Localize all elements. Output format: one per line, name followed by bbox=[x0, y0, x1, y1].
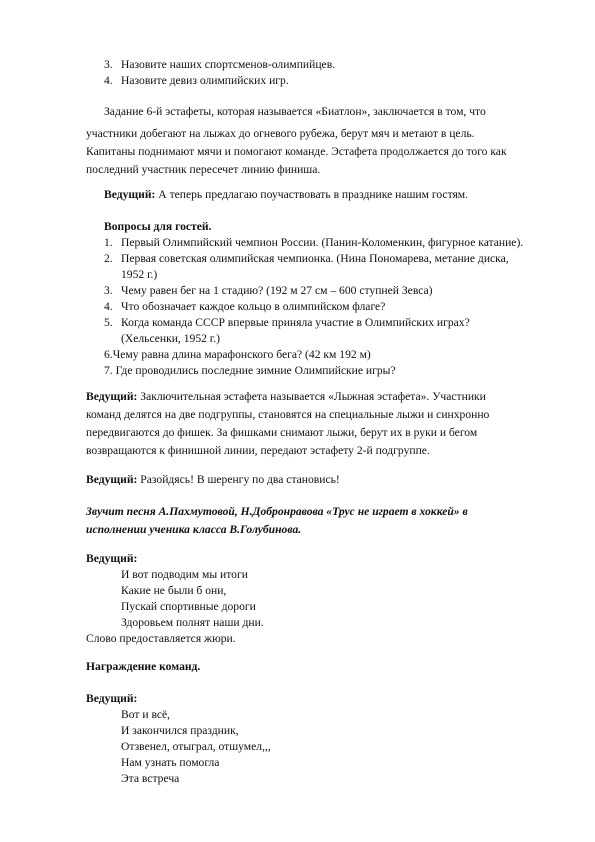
verse-line: Эта встреча bbox=[121, 772, 180, 785]
question-number: 5. bbox=[104, 316, 113, 329]
host-remark bbox=[86, 390, 486, 404]
paragraph-line: участники добегают на лыжах до огневого рубежа, берут мяч и метают в цель. bbox=[86, 127, 475, 140]
speaker-label: Ведущий: bbox=[86, 390, 138, 403]
question-number: 4. bbox=[104, 300, 113, 313]
speaker-label: Ведущий: bbox=[86, 552, 138, 565]
question-text: 7. Где проводились последние зимние Олимпийские игры? bbox=[104, 364, 396, 377]
remark-text: А теперь предлагаю поучаствовать в празднике нашим гостям. bbox=[155, 188, 469, 201]
paragraph-line: команд делятся на две подгруппы, становятся на специальные лыжи и синхронно bbox=[86, 408, 490, 421]
list-item-text: Назовите девиз олимпийских игр. bbox=[121, 74, 289, 87]
verse-line: Вот и всё, bbox=[121, 708, 171, 721]
paragraph-line: Капитаны поднимают мячи и помогают команде. Эстафета продолжается до того как bbox=[86, 145, 507, 158]
question-text: Первый Олимпийский чемпион России. (Панин-Коломенкин, фигурное катание). bbox=[121, 236, 524, 249]
paragraph-line: передвигаются до фишек. За фишками снимают лыжи, берут их в руки и бегом bbox=[86, 426, 478, 439]
section-heading: Награждение команд. bbox=[86, 660, 201, 673]
speaker-label: Ведущий: bbox=[86, 473, 138, 486]
question-text: Что обозначает каждое кольцо в олимпийском флаге? bbox=[121, 300, 386, 313]
verse-line: Пускай спортивные дороги bbox=[121, 600, 256, 613]
verse-line: Какие не были б они, bbox=[121, 584, 227, 597]
verse-line: Нам узнать помогла bbox=[121, 756, 220, 769]
speaker-label: Ведущий: bbox=[86, 692, 138, 705]
remark-text: Заключительная эстафета называется «Лыжная эстафета». Участники bbox=[137, 390, 486, 403]
paragraph-line: Задание 6-й эстафеты, которая называется «Биатлон», заключается в том, что bbox=[104, 105, 486, 118]
question-text: 6.Чему равна длина марафонского бега? (42 км 192 м) bbox=[104, 348, 371, 361]
paragraph-line: Слово предоставляется жюри. bbox=[86, 632, 236, 645]
stage-direction: исполнении ученика класса В.Голубинова. bbox=[86, 523, 302, 536]
host-remark bbox=[86, 473, 340, 487]
speaker-label: Ведущий: bbox=[104, 188, 156, 201]
list-number: 4. bbox=[104, 74, 113, 87]
question-text: Чему равен бег на 1 стадию? (192 м 27 см – 600 ступней Зевса) bbox=[121, 284, 433, 297]
host-remark bbox=[104, 188, 468, 202]
question-number: 2. bbox=[104, 252, 113, 265]
question-text: 1952 г.) bbox=[121, 268, 158, 281]
question-number: 1. bbox=[104, 236, 113, 249]
verse-line: И закончился праздник, bbox=[121, 724, 239, 737]
list-item-text: Назовите наших спортсменов-олимпийцев. bbox=[121, 58, 336, 71]
question-text: (Хельсенки, 1952 г.) bbox=[121, 332, 221, 345]
stage-direction: Звучит песня А.Пахмутовой, Н.Добронравова «Трус не играет в хоккей» в bbox=[86, 505, 468, 518]
remark-text: Разойдясь! В шеренгу по два становись! bbox=[137, 473, 340, 486]
verse-line: Здоровьем полнят наши дни. bbox=[121, 616, 264, 629]
question-text: Когда команда СССР впервые приняла участие в Олимпийских играх? bbox=[121, 316, 470, 329]
paragraph-line: возвращаются к финишной линии, передают эстафету 2-й подгруппе. bbox=[86, 444, 430, 457]
question-text: Первая советская олимпийская чемпионка. (Нина Пономарева, метание диска, bbox=[121, 252, 509, 265]
list-number: 3. bbox=[104, 58, 113, 71]
paragraph-line: последний участник пересечет линию финиша. bbox=[86, 163, 321, 176]
verse-line: Отзвенел, отыграл, отшумел,,, bbox=[121, 740, 271, 753]
question-number: 3. bbox=[104, 284, 113, 297]
verse-line: И вот подводим мы итоги bbox=[121, 568, 248, 581]
questions-heading: Вопросы для гостей. bbox=[104, 220, 212, 233]
